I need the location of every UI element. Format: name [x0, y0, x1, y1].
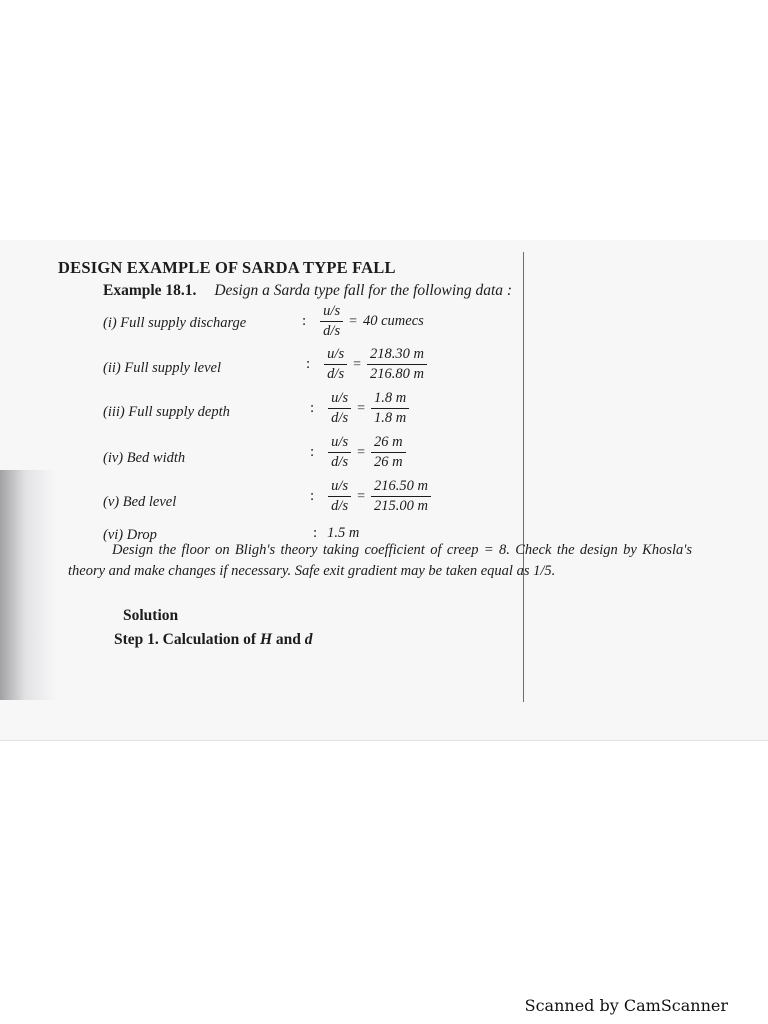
step-conjunction: and: [275, 631, 301, 648]
us-ds-ratio: [328, 434, 351, 471]
fsd-values: [371, 390, 409, 427]
item-fsl-label: (ii) Full supply level: [103, 360, 221, 376]
bed-width-downstream: 26 m: [374, 454, 403, 470]
example-text: Design a Sarda type fall for the following data :: [214, 282, 513, 299]
equals-sign: =: [357, 444, 365, 460]
drop-value: 1.5 m: [327, 524, 360, 541]
bed-level-upstream: 216.50 m: [371, 478, 431, 497]
ratio-numerator: u/s: [328, 478, 351, 497]
page-fold-line: [523, 252, 524, 702]
step-prefix: Step 1. Calculation of: [114, 631, 257, 648]
item-bed-level-label: (v) Bed level: [103, 494, 177, 510]
ratio-numerator: u/s: [328, 434, 351, 453]
equals-sign: =: [357, 400, 365, 416]
step-variable-d: d: [304, 631, 313, 648]
item-colon: :: [310, 444, 315, 461]
step-heading: [114, 631, 313, 649]
example-label: Example 18.1.: [103, 282, 197, 299]
item-drop-label: (vi) Drop: [103, 527, 157, 543]
us-ds-ratio: [324, 346, 347, 383]
ratio-denominator: d/s: [331, 454, 349, 470]
fsl-upstream: 218.30 m: [367, 346, 427, 365]
fsl-values: [367, 346, 427, 383]
us-ds-ratio: [328, 478, 351, 515]
ratio-numerator: u/s: [328, 390, 351, 409]
ratio-denominator: d/s: [327, 366, 345, 382]
bed-level-downstream: 215.00 m: [374, 498, 428, 514]
bed-width-values: [371, 434, 406, 471]
fsl-downstream: 216.80 m: [370, 366, 424, 382]
scan-shadow-edge: [0, 470, 56, 700]
ratio-numerator: u/s: [324, 346, 347, 365]
item-bed-width-label: (iv) Bed width: [103, 450, 186, 466]
item-fsd-label: (iii) Full supply depth: [103, 404, 230, 420]
item-colon: :: [313, 525, 318, 541]
us-ds-ratio: [320, 303, 343, 340]
item-fsd-value: [310, 390, 409, 427]
bed-level-values: [371, 478, 431, 515]
fsd-upstream: 1.8 m: [371, 390, 409, 409]
item-fsl-value: [306, 346, 427, 383]
equals-sign: =: [357, 488, 365, 504]
ratio-denominator: d/s: [331, 498, 349, 514]
us-ds-ratio: [328, 390, 351, 427]
scanner-watermark: Scanned by CamScanner: [524, 996, 728, 1015]
item-bed-width-value: [310, 434, 406, 471]
ratio-denominator: d/s: [323, 323, 341, 339]
ratio-denominator: d/s: [331, 410, 349, 426]
fsd-downstream: 1.8 m: [374, 410, 407, 426]
item-colon: :: [302, 313, 307, 330]
step-variable-h: H: [259, 631, 273, 648]
equals-sign: =: [349, 313, 357, 329]
example-statement: [103, 282, 512, 300]
discharge-value: 40 cumecs: [363, 313, 424, 329]
item-colon: :: [306, 356, 311, 373]
ratio-numerator: u/s: [320, 303, 343, 322]
section-heading: DESIGN EXAMPLE OF SARDA TYPE FALL: [58, 258, 396, 277]
equals-sign: =: [353, 356, 361, 372]
item-discharge-label: (i) Full supply discharge: [103, 315, 247, 331]
design-instructions-text: Design the floor on Bligh's theory taking coefficient of creep = 8. Check the design by Khosla's theory and make changes if necessary. Safe exit gradient may be taken equal as 1/5.: [68, 542, 692, 579]
solution-heading: Solution: [123, 607, 179, 624]
item-discharge-value: [302, 303, 424, 340]
item-colon: :: [310, 488, 315, 505]
item-bed-level-value: [310, 478, 431, 515]
item-colon: :: [310, 400, 315, 417]
bed-width-upstream: 26 m: [371, 434, 406, 453]
design-instructions: [68, 540, 692, 582]
